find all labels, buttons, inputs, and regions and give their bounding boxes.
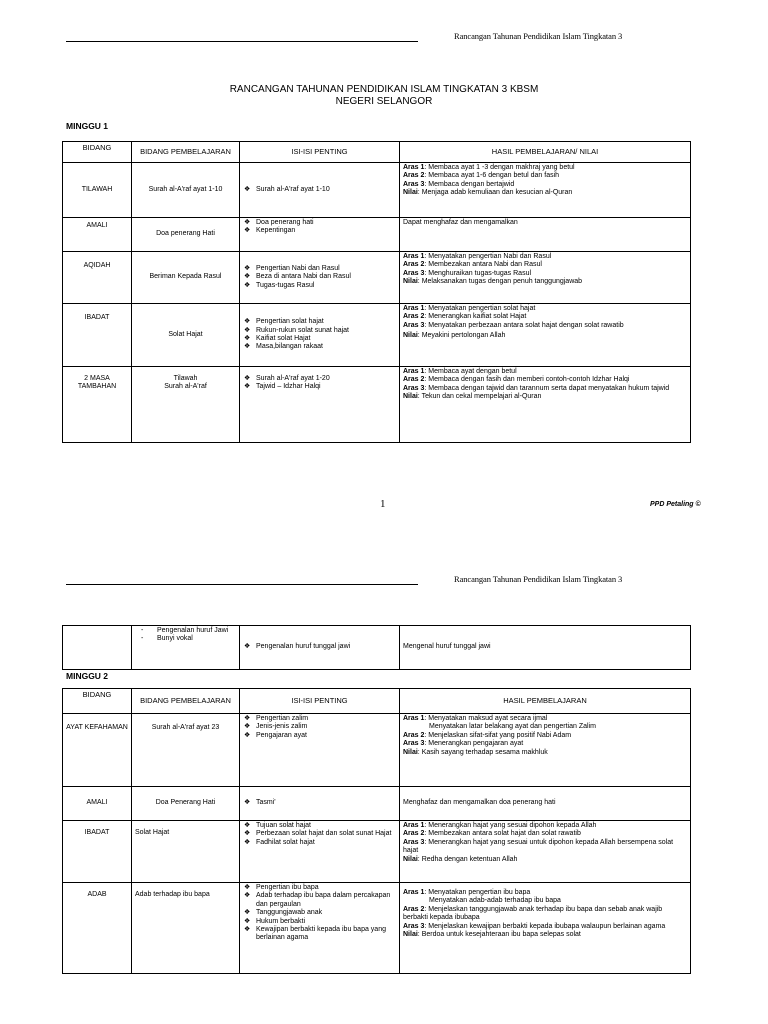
table-row bbox=[63, 163, 691, 218]
pembelajaran-line: Tilawah bbox=[173, 375, 198, 382]
nilai-label: Nilai bbox=[403, 748, 418, 756]
isi-cell bbox=[240, 218, 400, 252]
pembelajaran-cell: Solat Hajat bbox=[132, 304, 240, 367]
aras-label: Aras 1 bbox=[403, 368, 425, 375]
bidang-cell: ADAB bbox=[63, 883, 132, 974]
hasil-text: Menyatakan maksud ayat secara ijmal bbox=[428, 715, 548, 722]
list-item: ❖ Kepentingan bbox=[256, 227, 396, 235]
list-item: ❖ Doa penerang hati bbox=[256, 219, 396, 227]
page-number: 1 bbox=[380, 498, 386, 510]
hasil-text: Membezakan antara solat hajat dan solat rawatib bbox=[428, 830, 581, 838]
aras-label: Aras 3 bbox=[403, 922, 425, 930]
isi-cell bbox=[240, 821, 400, 883]
bidang-cell: 2 MASA TAMBAHAN bbox=[63, 367, 132, 443]
table-row bbox=[63, 714, 691, 787]
aras-label: Aras 3 bbox=[403, 180, 425, 188]
hasil-cell: Dapat menghafaz dan mengamalkan bbox=[400, 218, 691, 252]
pembelajaran-cell: Solat Hajat bbox=[132, 821, 240, 883]
hasil-text: Membaca ayat dengan betul bbox=[428, 368, 517, 375]
title-line-2: NEGERI SELANGOR bbox=[335, 96, 433, 107]
col-header-hasil: HASIL PEMBELAJARAN bbox=[400, 689, 691, 714]
col-header-isi: ISI-ISI PENTING bbox=[240, 142, 400, 163]
hasil-text: Menyatakan pengertian Nabi dan Rasul bbox=[428, 253, 552, 260]
nilai-label: Nilai bbox=[403, 189, 418, 197]
list-item: ❖ Fadhilat solat hajat bbox=[256, 839, 396, 847]
bidang-cell: AMALI bbox=[63, 787, 132, 821]
aras-label: Aras 2 bbox=[403, 313, 425, 321]
hasil-text: Menyatakan pengertian solat hajat bbox=[428, 305, 536, 312]
week-2-label: MINGGU 2 bbox=[66, 671, 109, 681]
hasil-text: Membaca ayat 1 -3 dengan makhraj yang betul bbox=[428, 164, 575, 171]
hasil-text: Menjelaskan kewajipan berbakti kepada ibubapa walaupun berlainan agama bbox=[428, 922, 666, 930]
list-item: ❖ Pengertian solat hajat bbox=[256, 318, 396, 326]
nilai-label: Nilai bbox=[403, 931, 418, 939]
aras-label: Aras 1 bbox=[403, 305, 425, 312]
list-item: - Pengenalan huruf Jawi bbox=[157, 627, 236, 635]
page-footer: PPD Petaling © bbox=[650, 501, 701, 508]
list-item: - Bunyi vokal bbox=[157, 635, 236, 643]
pembelajaran-cell: Surah al-A'raf ayat 23 bbox=[132, 714, 240, 787]
list-item: ❖ Kaifiat solat Hajat bbox=[256, 335, 396, 343]
hasil-cell: Aras 1: Menyatakan maksud ayat secara ijmal Menyatakan latar belakang ayat dan pengertian Zalim Aras 2: Menjelaskan sifat-sifat yang positif Nabi Adam Aras 3: Menerangkan pengajaran ayat Nilai: Kasih sayang terhadap sesama makhluk bbox=[400, 714, 691, 787]
list-item: ❖ Rukun-rukun solat sunat hajat bbox=[256, 327, 396, 335]
list-item: ❖ Masa,bilangan rakaat bbox=[256, 343, 396, 351]
list-item: ❖ Tasmi' bbox=[256, 799, 396, 807]
col-header-pembelajaran: BIDANG PEMBELAJARAN bbox=[132, 142, 240, 163]
hasil-text: Membaca dengan fasih dan memberi contoh-contoh Idzhar Halqi bbox=[428, 376, 630, 384]
hasil-cell: Menghafaz dan mengamalkan doa penerang hati bbox=[400, 787, 691, 821]
list-item: ❖ Perbezaan solat hajat dan solat sunat Hajat bbox=[256, 830, 396, 838]
nilai-label: Nilai bbox=[403, 278, 418, 286]
aras-label: Aras 3 bbox=[403, 321, 425, 329]
col-header-pembelajaran: BIDANG PEMBELAJARAN bbox=[132, 689, 240, 714]
aras-label: Aras 2 bbox=[403, 376, 425, 384]
hasil-text: Menjelaskan sifat-sifat yang positif Nabi Adam bbox=[428, 731, 572, 739]
hasil-text: Berdoa untuk kesejahteraan ibu bapa selepas solat bbox=[421, 931, 581, 939]
list-item: ❖ Beza di antara Nabi dan Rasul bbox=[256, 273, 396, 281]
bidang-cell: TILAWAH bbox=[63, 163, 132, 218]
hasil-text: Redha dengan ketentuan Allah bbox=[421, 855, 518, 863]
hasil-text: Menyatakan latar belakang ayat dan pengertian Zalim bbox=[429, 723, 596, 731]
hasil-cell: Aras 1: Menerangkan hajat yang sesuai dipohon kepada Allah Aras 2: Membezakan antara solat hajat dan solat rawatib Aras 3: Menerangkan hajat yang sesuai untuk dipohon kepada Allah bersempena solat hajat Nilai: Redha dengan ketentuan Allah bbox=[400, 821, 691, 883]
col-header-bidang: BIDANG bbox=[63, 142, 132, 163]
aras-label: Aras 2 bbox=[403, 172, 425, 180]
aras-label: Aras 1 bbox=[403, 715, 425, 722]
hasil-text: Tekun dan cekal mempelajari al-Quran bbox=[421, 393, 542, 401]
table-row bbox=[63, 821, 691, 883]
list-item: ❖ Tanggungjawab anak bbox=[256, 909, 396, 917]
isi-cell bbox=[240, 163, 400, 218]
list-item: ❖ Surah al-A'raf ayat 1-20 bbox=[256, 375, 396, 383]
table-row bbox=[63, 883, 691, 974]
hasil-text: Menerangkan hajat yang sesuai dipohon kepada Allah bbox=[428, 822, 597, 829]
hasil-text: Menghuraikan tugas-tugas Rasul bbox=[428, 269, 532, 277]
hasil-cell: Aras 1: Membaca ayat dengan betul Aras 2: Membaca dengan fasih dan memberi contoh-contoh Idzhar Halqi Aras 3: Membaca dengan tajwid dan tarannum serta dapat menyatakan hukum tajwid Nilai: Tekun dan cekal mempelajari al-Quran bbox=[400, 367, 691, 443]
hasil-cell: Mengenal huruf tunggal jawi bbox=[400, 626, 691, 670]
pembelajaran-cell: Adab terhadap ibu bapa bbox=[132, 883, 240, 974]
hasil-cell: Aras 1: Menyatakan pengertian solat hajat Aras 2: Menerangkan kaifiat solat Hajat Aras 3: Menyatakan perbezaan antara solat hajat dengan solat rawatib Nilai: Meyakini pertolongan Allah bbox=[400, 304, 691, 367]
table-row bbox=[63, 252, 691, 304]
list-item: ❖ Pengertian Nabi dan Rasul bbox=[256, 265, 396, 273]
week-2-table bbox=[62, 688, 691, 974]
list-item: ❖ Surah al-A'raf ayat 1-10 bbox=[256, 186, 396, 194]
pembelajaran-cell: Doa penerang Hati bbox=[132, 218, 240, 252]
table-row bbox=[63, 304, 691, 367]
list-item: ❖ Pengertian ibu bapa bbox=[256, 884, 396, 892]
hasil-text: Membezakan antara Nabi dan Rasul bbox=[428, 261, 542, 269]
list-item: ❖ Tugas-tugas Rasul bbox=[256, 282, 396, 290]
hasil-text: Membaca dengan bertajwid bbox=[428, 180, 515, 188]
bidang-cell: AQIDAH bbox=[63, 252, 132, 304]
col-header-bidang: BIDANG bbox=[63, 689, 132, 714]
pembelajaran-cell: Doa Penerang Hati bbox=[132, 787, 240, 821]
hasil-text: Menjaga adab kemuliaan dan kesucian al-Quran bbox=[421, 189, 573, 197]
isi-cell bbox=[240, 252, 400, 304]
hasil-text: Kasih sayang terhadap sesama makhluk bbox=[421, 748, 548, 756]
running-header: Rancangan Tahunan Pendidikan Islam Tingkatan 3 bbox=[454, 31, 623, 41]
bidang-cell: IBADAT bbox=[63, 821, 132, 883]
aras-label: Aras 2 bbox=[403, 905, 425, 913]
isi-cell bbox=[240, 304, 400, 367]
table-row bbox=[63, 367, 691, 443]
bidang-cell: AMALI bbox=[63, 218, 132, 252]
header-rule bbox=[66, 584, 418, 585]
list-item: ❖ Adab terhadap ibu bapa dalam percakapan dan pergaulan bbox=[256, 892, 396, 909]
list-item: ❖ Tajwid – Idzhar Halqi bbox=[256, 383, 396, 391]
hasil-text: Menjelaskan tanggungjawab anak terhadap ibu bapa dan sebab anak wajib berbakti kepada ibubapa bbox=[403, 905, 663, 922]
hasil-cell: Aras 1: Menyatakan pengertian Nabi dan Rasul Aras 2: Membezakan antara Nabi dan Rasul Aras 3: Menghuraikan tugas-tugas Rasul Nilai: Melaksanakan tugas dengan penuh tanggungjawab bbox=[400, 252, 691, 304]
hasil-text: Membaca ayat 1-6 dengan betul dan fasih bbox=[428, 172, 560, 180]
pembelajaran-cell bbox=[132, 626, 240, 670]
isi-cell bbox=[240, 626, 400, 670]
title-line-1: RANCANGAN TAHUNAN PENDIDIKAN ISLAM TINGKATAN 3 KBSM bbox=[229, 84, 539, 95]
hasil-text: Menerangkan kaifiat solat Hajat bbox=[428, 313, 527, 321]
table-row bbox=[63, 787, 691, 821]
week-1-label: MINGGU 1 bbox=[66, 121, 109, 131]
isi-cell bbox=[240, 787, 400, 821]
nilai-label: Nilai bbox=[403, 393, 418, 401]
isi-cell bbox=[240, 367, 400, 443]
table-row bbox=[63, 626, 691, 670]
bidang-cell bbox=[63, 626, 132, 670]
aras-label: Aras 3 bbox=[403, 384, 425, 392]
running-header: Rancangan Tahunan Pendidikan Islam Tingkatan 3 bbox=[454, 574, 623, 584]
continuation-table bbox=[62, 625, 691, 670]
aras-label: Aras 1 bbox=[403, 253, 425, 260]
bidang-cell: AYAT KEFAHAMAN bbox=[63, 714, 132, 787]
nilai-label: Nilai bbox=[403, 855, 418, 863]
table-row bbox=[63, 218, 691, 252]
aras-label: Aras 2 bbox=[403, 830, 425, 838]
hasil-text: Menyatakan pengertian ibu bapa bbox=[428, 889, 531, 896]
hasil-text: Membaca dengan tajwid dan tarannum serta dapat menyatakan hukum tajwid bbox=[428, 384, 670, 392]
aras-label: Aras 1 bbox=[403, 164, 425, 171]
bidang-cell: IBADAT bbox=[63, 304, 132, 367]
aras-label: Aras 3 bbox=[403, 740, 425, 748]
isi-cell bbox=[240, 883, 400, 974]
list-item: ❖ Hukum berbakti bbox=[256, 918, 396, 926]
aras-label: Aras 2 bbox=[403, 731, 425, 739]
hasil-cell: Aras 1: Membaca ayat 1 -3 dengan makhraj yang betul Aras 2: Membaca ayat 1-6 dengan betul dan fasih Aras 3: Membaca dengan bertajwid Nilai: Menjaga adab kemuliaan dan kesucian al-Quran bbox=[400, 163, 691, 218]
aras-label: Aras 1 bbox=[403, 889, 425, 896]
header-rule bbox=[66, 41, 418, 42]
aras-label: Aras 2 bbox=[403, 261, 425, 269]
hasil-cell: Aras 1: Menyatakan pengertian ibu bapa Menyatakan adab-adab terhadap ibu bapa Aras 2: Menjelaskan tanggungjawab anak terhadap ibu bapa dan sebab anak wajib berbakti kepada ibubapa Aras 3: Menjelaskan kewajipan berbakti kepada ibubapa walaupun berlainan agama Nilai: Berdoa untuk kesejahteraan ibu bapa selepas solat bbox=[400, 883, 691, 974]
aras-label: Aras 3 bbox=[403, 269, 425, 277]
hasil-text: Menerangkan pengajaran ayat bbox=[428, 740, 524, 748]
list-item: ❖ Pengenalan huruf tunggal jawi bbox=[256, 643, 396, 651]
aras-label: Aras 3 bbox=[403, 838, 425, 846]
pembelajaran-cell: Beriman Kepada Rasul bbox=[132, 252, 240, 304]
hasil-text: Menerangkan hajat yang sesuai untuk dipohon kepada Allah bersempena solat hajat bbox=[403, 838, 674, 855]
hasil-text: Melaksanakan tugas dengan penuh tanggungjawab bbox=[421, 278, 583, 286]
col-header-isi: ISI-ISI PENTING bbox=[240, 689, 400, 714]
col-header-hasil: HASIL PEMBELAJARAN/ NILAI bbox=[400, 142, 691, 163]
document-title bbox=[0, 84, 768, 108]
list-item: ❖ Pengertian zalim bbox=[256, 715, 396, 723]
hasil-text: Menyatakan adab-adab terhadap ibu bapa bbox=[429, 897, 561, 905]
aras-label: Aras 1 bbox=[403, 822, 425, 829]
week-1-table bbox=[62, 141, 691, 443]
hasil-text: Meyakini pertolongan Allah bbox=[421, 332, 506, 340]
list-item: ❖ Kewajipan berbakti kepada ibu bapa yang berlainan agama bbox=[256, 926, 396, 943]
pembelajaran-line: Surah al-A'raf bbox=[164, 383, 207, 391]
pembelajaran-cell bbox=[132, 367, 240, 443]
list-item: ❖ Jenis-jenis zalim bbox=[256, 723, 396, 731]
list-item: ❖ Tujuan solat hajat bbox=[256, 822, 396, 830]
list-item: ❖ Pengajaran ayat bbox=[256, 732, 396, 740]
isi-cell bbox=[240, 714, 400, 787]
pembelajaran-cell: Surah al-A'raf ayat 1-10 bbox=[132, 163, 240, 218]
nilai-label: Nilai bbox=[403, 332, 418, 340]
hasil-text: Menyatakan perbezaan antara solat hajat dengan solat rawatib bbox=[428, 321, 624, 329]
